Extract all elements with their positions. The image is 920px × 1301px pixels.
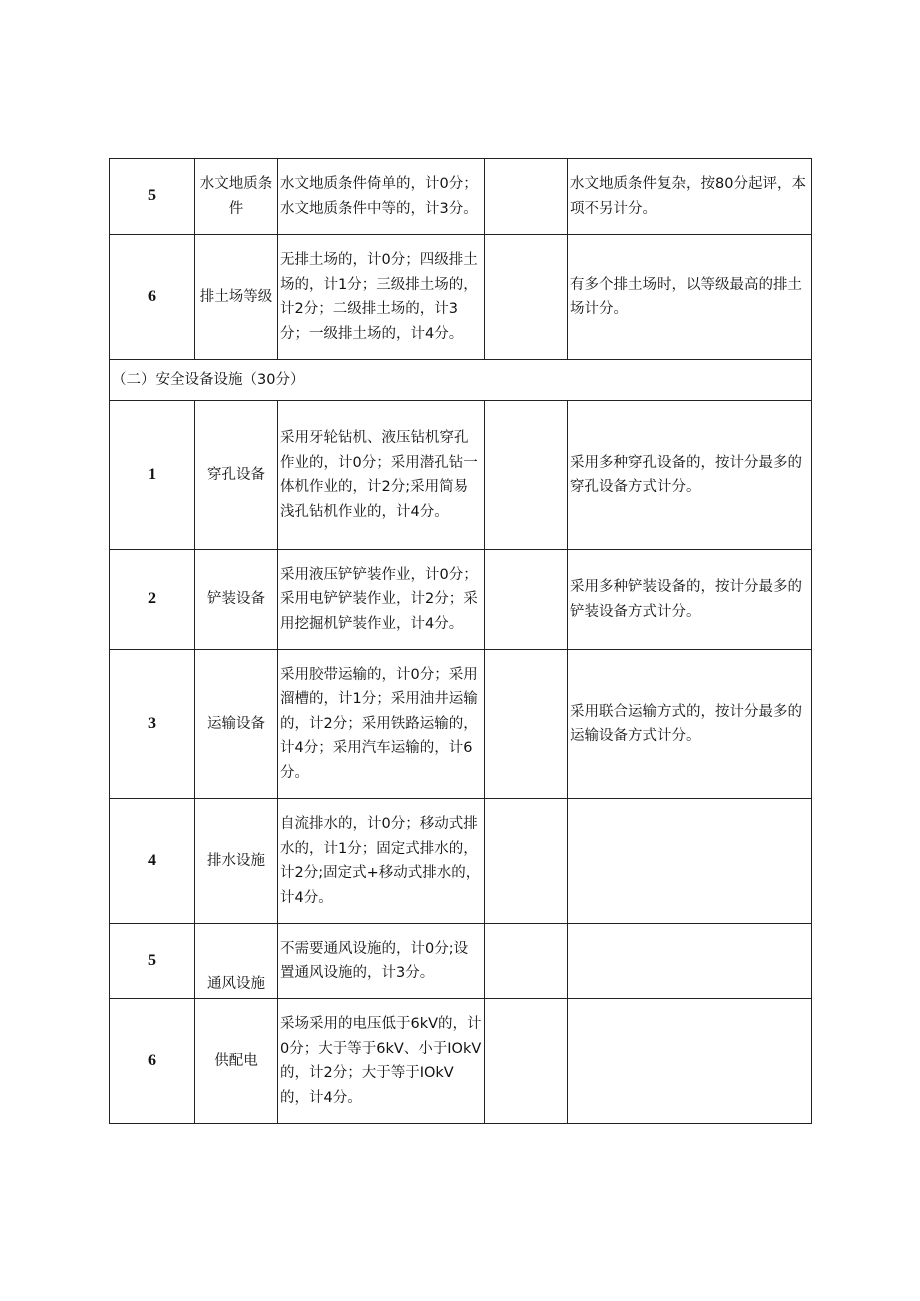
section-title: （二）安全设备设施（30分） — [110, 360, 812, 401]
table-row — [110, 550, 812, 650]
table-row — [110, 401, 812, 550]
row-number: 6 — [110, 235, 195, 360]
item-name: 运输设备 — [195, 650, 278, 799]
empty-cell — [485, 799, 568, 924]
row-number: 5 — [110, 924, 195, 999]
table-row — [110, 159, 812, 235]
item-name: 铲装设备 — [195, 550, 278, 650]
scoring-note: 水文地质条件复杂，按80分起评，本项不另计分。 — [568, 159, 812, 235]
row-number: 6 — [110, 999, 195, 1124]
empty-cell — [485, 159, 568, 235]
item-name: 通风设施 — [195, 924, 278, 999]
table-row — [110, 799, 812, 924]
row-number: 2 — [110, 550, 195, 650]
scoring-note: 有多个排土场时，以等级最高的排土场计分。 — [568, 235, 812, 360]
empty-cell — [485, 650, 568, 799]
scoring-note — [568, 924, 812, 999]
scoring-note: 采用多种穿孔设备的，按计分最多的穿孔设备方式计分。 — [568, 401, 812, 550]
empty-cell — [485, 924, 568, 999]
scoring-note: 采用联合运输方式的，按计分最多的运输设备方式计分。 — [568, 650, 812, 799]
item-name: 供配电 — [195, 999, 278, 1124]
scoring-note: 采用多种铲装设备的，按计分最多的铲装设备方式计分。 — [568, 550, 812, 650]
empty-cell — [485, 999, 568, 1124]
row-number: 3 — [110, 650, 195, 799]
item-name: 水文地质条件 — [195, 159, 278, 235]
table-row — [110, 650, 812, 799]
section-header-row — [110, 360, 812, 401]
row-number: 4 — [110, 799, 195, 924]
empty-cell — [485, 401, 568, 550]
scoring-rule: 自流排水的，计0分；移动式排水的，计1分；固定式排水的，计2分;固定式+移动式排水的，计4分。 — [278, 799, 485, 924]
scoring-rule: 水文地质条件倚单的，计0分；水文地质条件中等的，计3分。 — [278, 159, 485, 235]
item-name: 排土场等级 — [195, 235, 278, 360]
scoring-note — [568, 999, 812, 1124]
table-row — [110, 999, 812, 1124]
row-number: 5 — [110, 159, 195, 235]
scoring-rule: 采用液压铲铲装作业，计0分；采用电铲铲装作业，计2分；采用挖掘机铲装作业，计4分。 — [278, 550, 485, 650]
empty-cell — [485, 235, 568, 360]
scoring-rule: 采用胶带运输的，计0分；采用溜槽的，计1分；采用油井运输的，计2分；采用铁路运输的，计4分；采用汽车运输的，计6分。 — [278, 650, 485, 799]
item-name: 穿孔设备 — [195, 401, 278, 550]
scoring-rule: 采用牙轮钻机、液压钻机穿孔作业的，计0分；采用潜孔钻一体机作业的，计2分;采用简易浅孔钻机作业的，计4分。 — [278, 401, 485, 550]
scoring-rule: 不需要通风设施的，计0分;设置通风设施的，计3分。 — [278, 924, 485, 999]
row-number: 1 — [110, 401, 195, 550]
empty-cell — [485, 550, 568, 650]
scoring-table — [109, 158, 812, 1124]
item-name: 排水设施 — [195, 799, 278, 924]
table-row — [110, 235, 812, 360]
scoring-rule: 无排土场的，计0分；四级排土场的，计1分；三级排土场的，计2分；二级排土场的，计3分；一级排土场的，计4分。 — [278, 235, 485, 360]
scoring-rule: 采场采用的电压低于6kV的，计0分；大于等于6kV、小于IOkV的，计2分；大于等于IOkV的，计4分。 — [278, 999, 485, 1124]
scoring-note — [568, 799, 812, 924]
table-row — [110, 924, 812, 999]
